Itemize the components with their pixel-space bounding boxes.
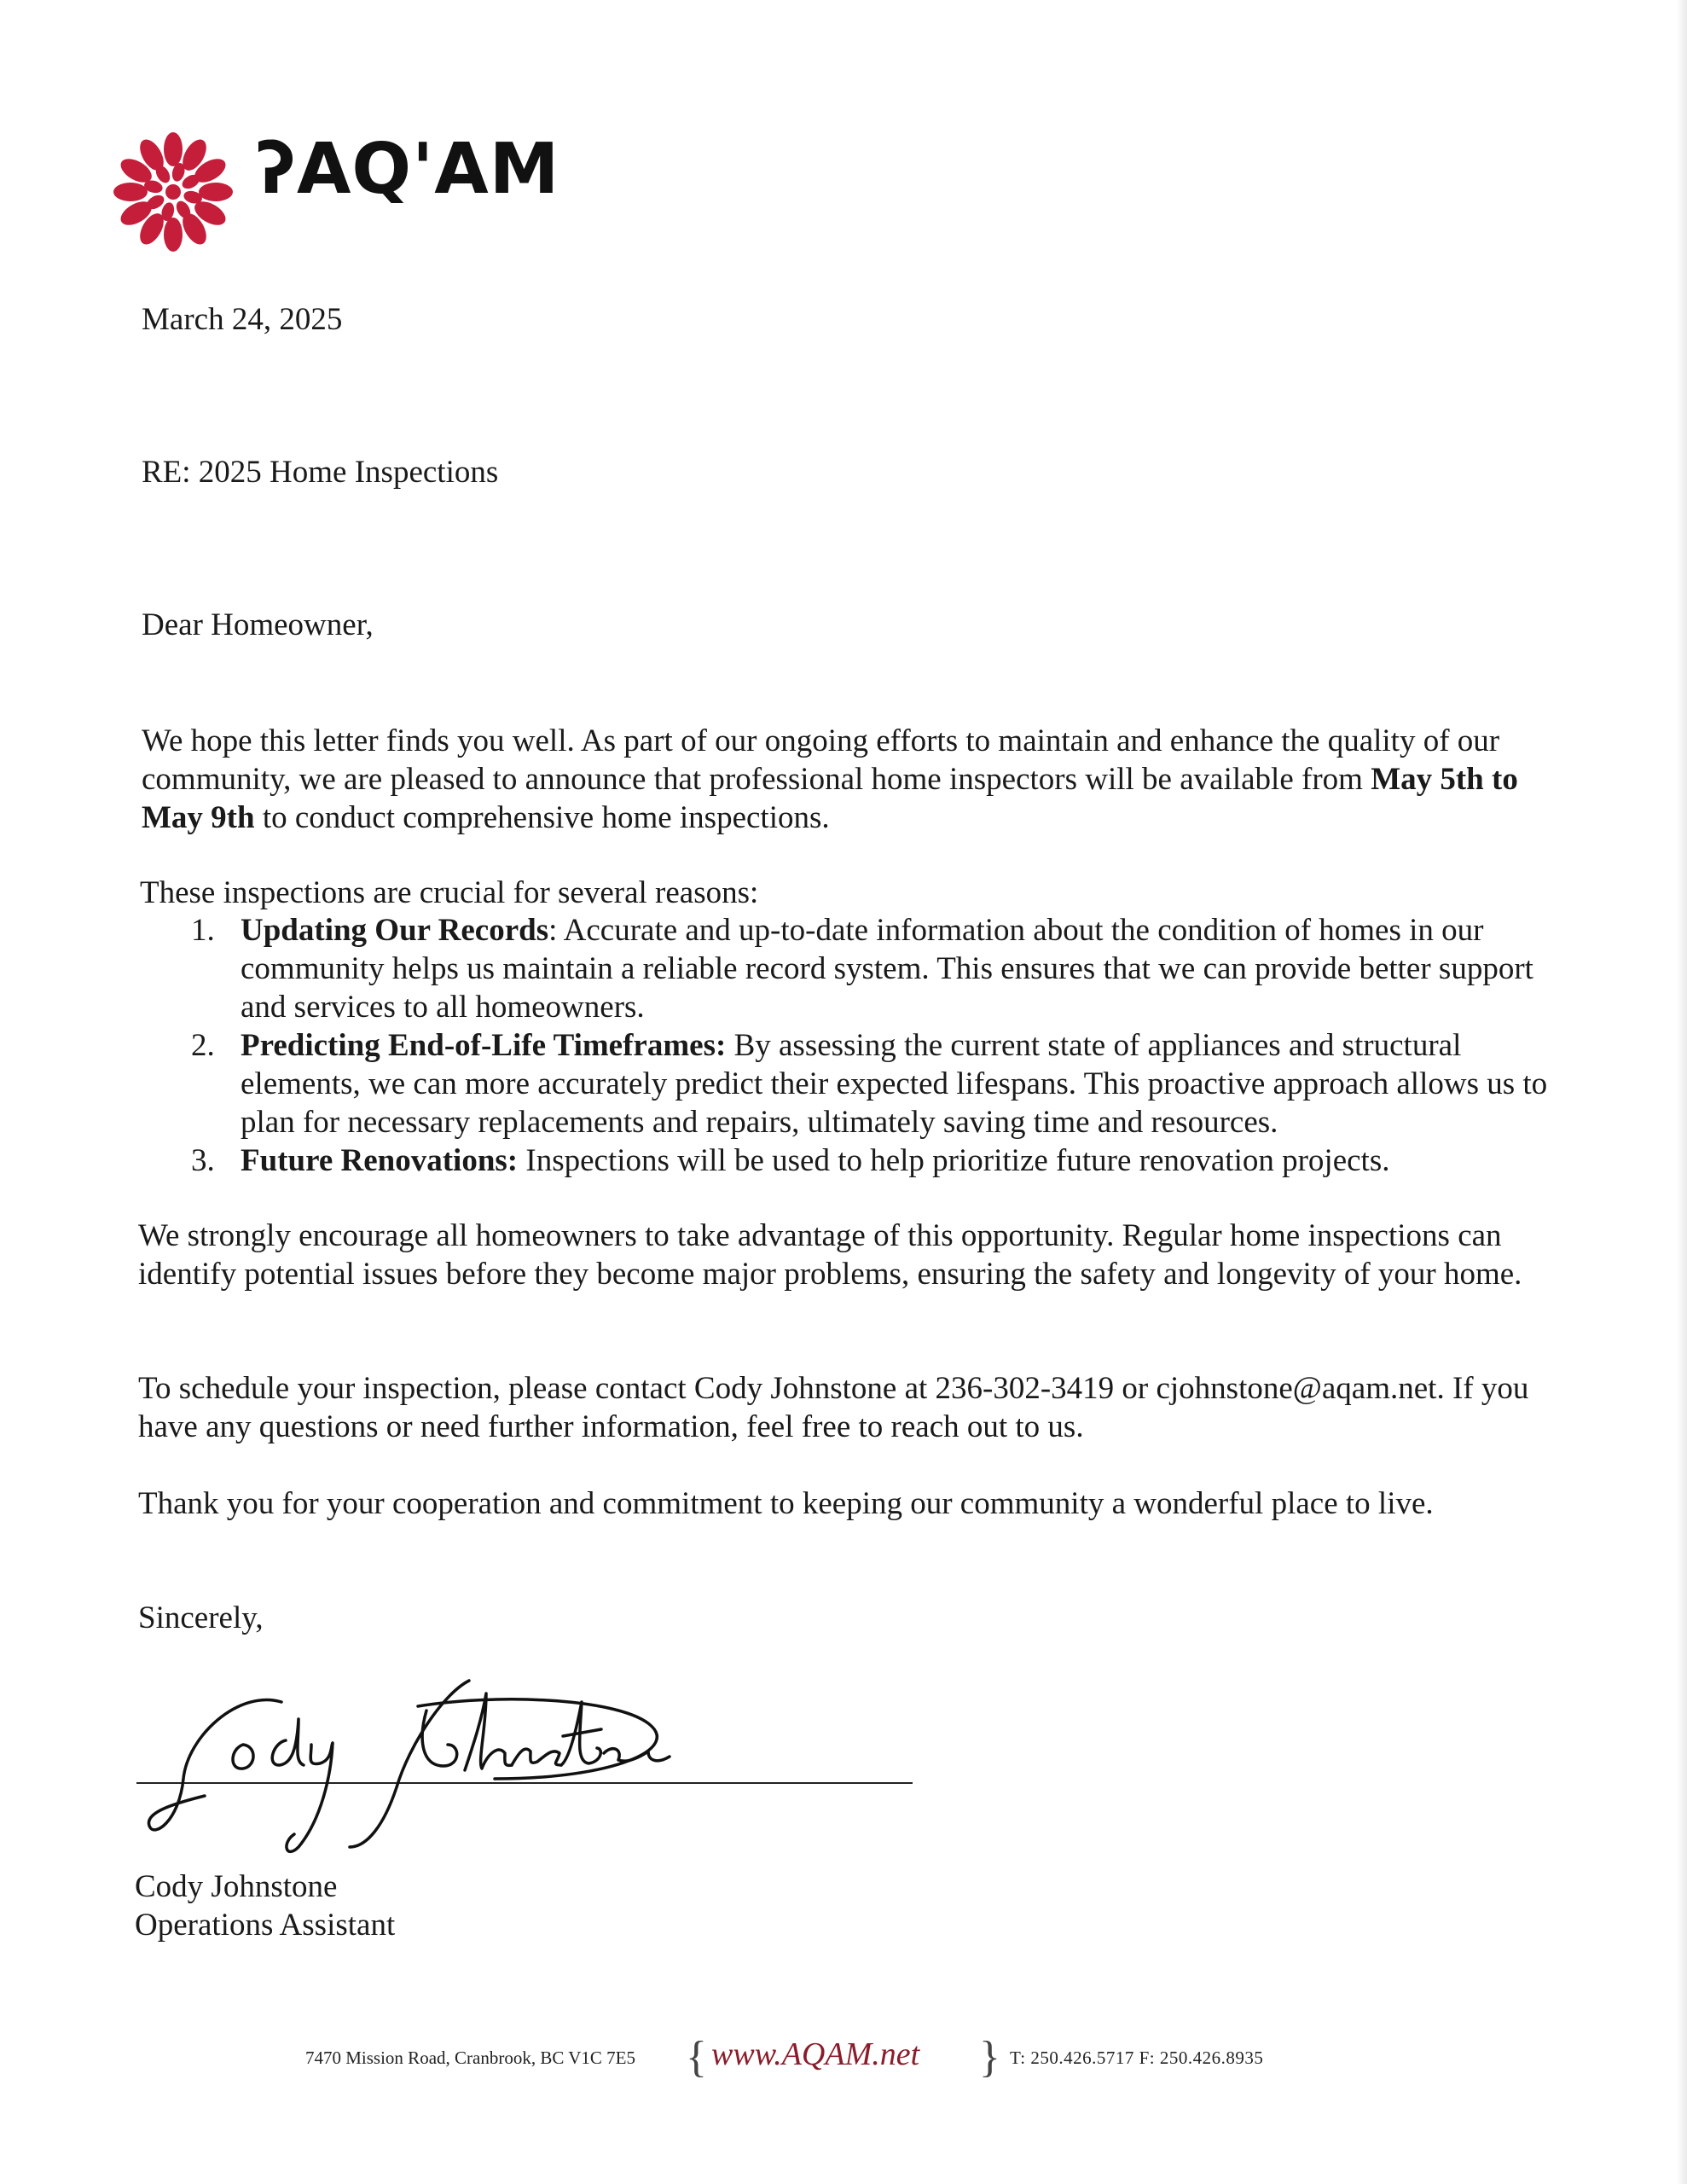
footer-brace-close: } xyxy=(979,2033,1000,2082)
salutation: Dear Homeowner, xyxy=(142,607,374,642)
schedule-paragraph: To schedule your inspection, please contact Cody Johnstone at 236-302-3419 or cjohnstone@aqam.net. If you have any questions or need further information, feel free to reach out to us. xyxy=(138,1371,1529,1444)
inspection-dates: May 5th to May 9th xyxy=(142,762,1518,835)
reasons-intro: These inspections are crucial for several reasons: xyxy=(140,875,759,910)
reason-text: Inspections will be used to help prioritize future renovation projects. xyxy=(518,1143,1390,1178)
footer-phone-fax: T: 250.426.5717 F: 250.426.8935 xyxy=(1010,2048,1264,2068)
reason-text: By assessing the current state of appliances and structural elements, we can more accurately predict their expected lifespans. This proactive approach allows us to plan for necessary replacements and repairs, ultimately saving time and resources. xyxy=(241,1028,1548,1140)
signer-title: Operations Assistant xyxy=(135,1908,396,1943)
handwritten-signature xyxy=(136,1676,921,1856)
encourage-paragraph: We strongly encourage all homeowners to take advantage of this opportunity. Regular home inspections can identify potential issues before they become major problems, ensuring the safety and longevity of your home. xyxy=(138,1218,1522,1292)
footer-address: 7470 Mission Road, Cranbrook, BC V1C 7E5 xyxy=(305,2048,635,2068)
list-number: 3. xyxy=(191,1143,215,1178)
letterhead-footer xyxy=(305,2030,1414,2082)
page-edge-shadow xyxy=(1677,0,1687,2184)
intro-paragraph xyxy=(142,722,1540,837)
thanks-paragraph: Thank you for your cooperation and commitment to keeping our community a wonderful place to live. xyxy=(138,1486,1434,1521)
footer-brace-open: { xyxy=(686,2033,707,2082)
logo-wordmark: ʔAQ'AM xyxy=(256,129,560,210)
reasons-list xyxy=(184,911,1549,1180)
intro-text-end: to conduct comprehensive home inspections. xyxy=(254,800,830,835)
letter-date: March 24, 2025 xyxy=(142,302,343,337)
reason-title: Updating Our Records xyxy=(241,913,549,948)
list-number: 2. xyxy=(191,1028,215,1063)
letter-subject: RE: 2025 Home Inspections xyxy=(142,455,499,490)
reason-title: Predicting End-of-Life Timeframes: xyxy=(241,1028,727,1063)
list-item xyxy=(184,1141,1549,1180)
flower-icon xyxy=(109,128,237,256)
reason-text: : Accurate and up-to-date information about the condition of homes in our community helps us maintain a reliable record system. This ensures that we can provide better support and services to all homeowners. xyxy=(241,913,1533,1025)
closing: Sincerely, xyxy=(138,1600,264,1635)
reason-title: Future Renovations: xyxy=(241,1143,519,1178)
list-item xyxy=(184,1026,1549,1141)
intro-text-start: We hope this letter finds you well. As part of our ongoing efforts to maintain and enhance the quality of our community, we are pleased to announce that professional home inspectors will be available from xyxy=(142,723,1500,797)
signer-name: Cody Johnstone xyxy=(135,1869,338,1904)
list-item xyxy=(184,911,1549,1026)
list-number: 1. xyxy=(191,913,215,948)
footer-website-link[interactable]: www.AQAM.net xyxy=(711,2036,920,2072)
